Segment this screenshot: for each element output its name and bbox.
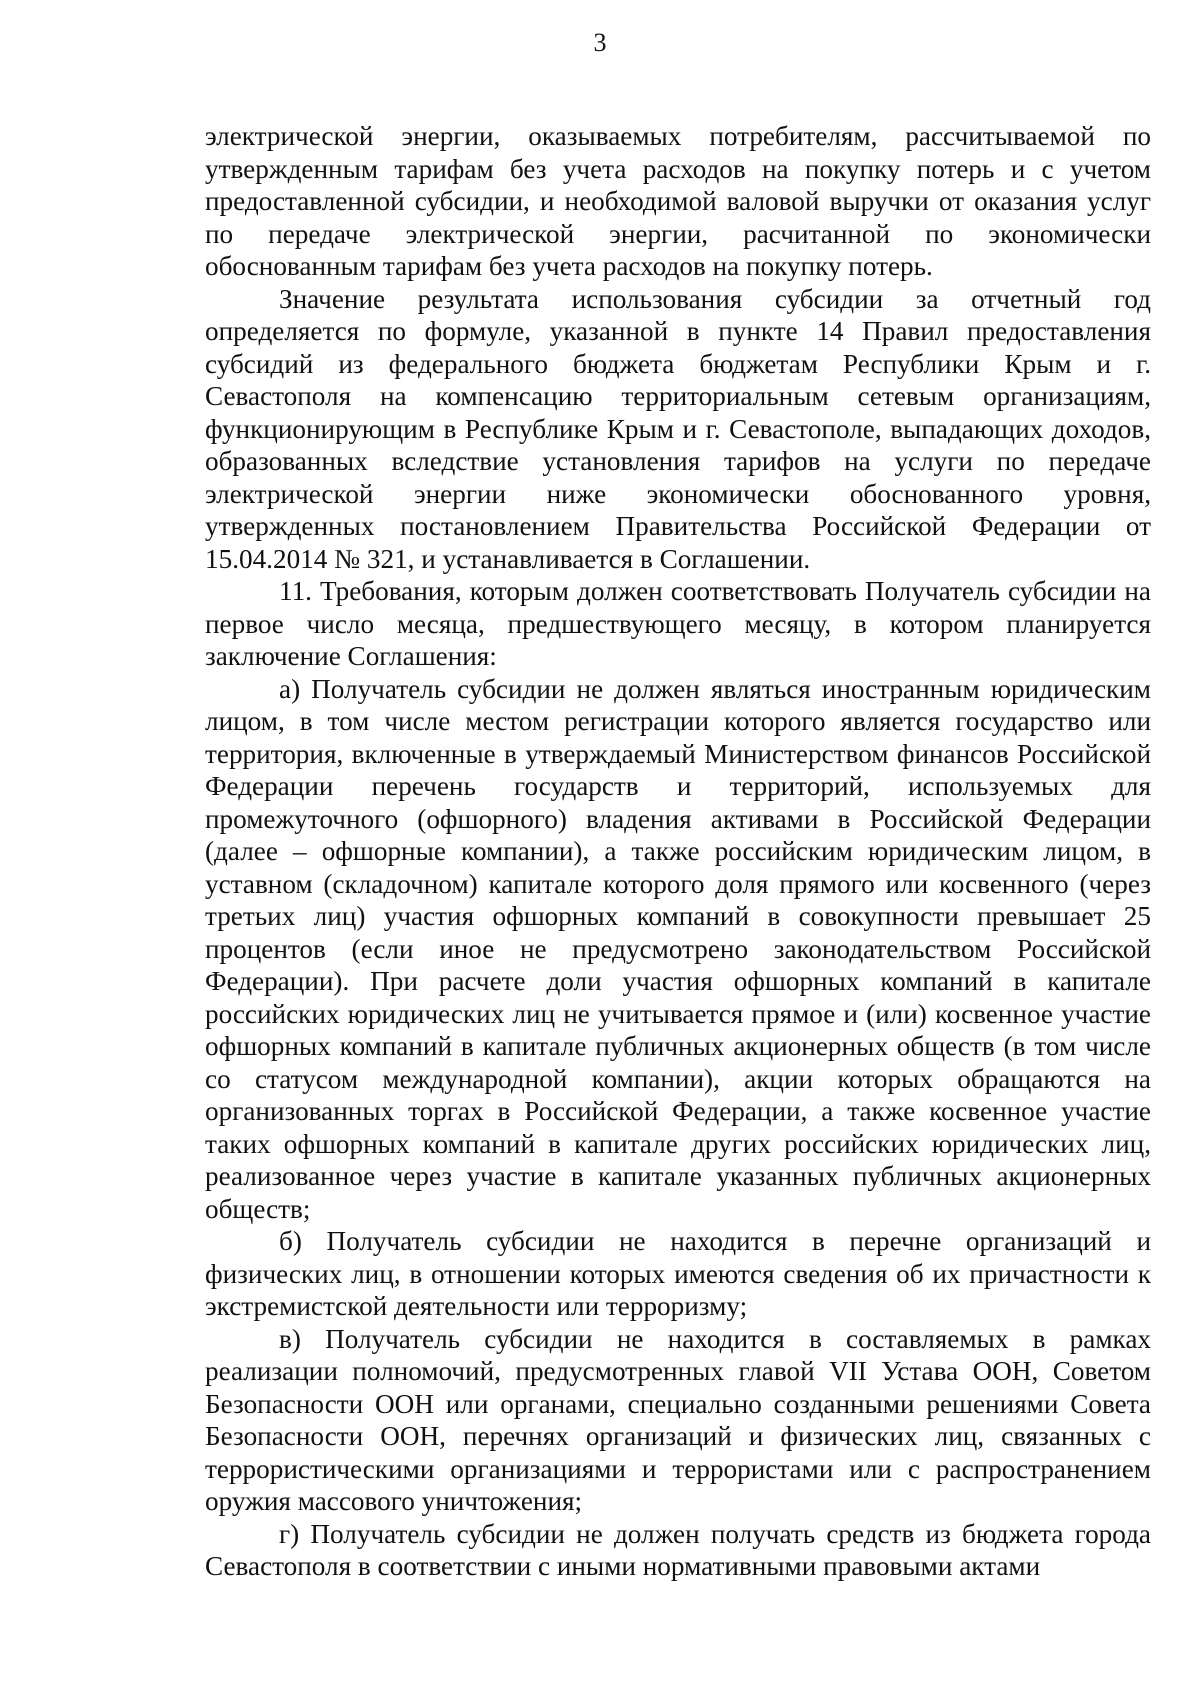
- paragraph-subitem-v: в) Получатель субсидии не находится в составляемых в рамках реализации полномочий, предусмотренных главой VII Устава ООН, Советом Безопасности ООН или органами, специально созданными решениями Совета Безопасности ООН, перечнях организаций и физических лиц, связанных с террористическими организациями и террористами или с распространением оружия массового уничтожения;: [205, 1323, 1151, 1516]
- paragraph-continuation: электрической энергии, оказываемых потребителям, рассчитываемой по утвержденным тарифам без учета расходов на покупку потерь и с учетом предоставленной субсидии, и необходимой валовой выручки от оказания услуг по передаче электрической энергии, расчитанной по экономически обоснованным тарифам без учета расходов на покупку потерь.: [205, 121, 1151, 281]
- paragraph-item-11: 11. Требования, которым должен соответствовать Получатель субсидии на первое число месяца, предшествующего месяцу, в котором планируется заключение Соглашения:: [205, 576, 1151, 671]
- page-number: 3: [593, 28, 607, 57]
- document-body: [205, 120, 1151, 1583]
- paragraph-result-value: Значение результата использования субсидии за отчетный год определяется по формуле, указанной в пункте 14 Правил предоставления субсидий из федерального бюджета бюджетам Республики Крым и г. Севастополя на компенсацию территориальным сетевым организациям, функционирующим в Республике Крым и г. Севастополе, выпадающих доходов, образованных вследствие установления тарифов на услуги по передаче электрической энергии ниже экономически обоснованного уровня, утвержденных постановлением Правительства Российской Федерации от 15.04.2014 № 321, и устанавливается в Соглашении.: [205, 283, 1151, 574]
- paragraph-subitem-g: г) Получатель субсидии не должен получать средств из бюджета города Севастополя в соответствии с иными нормативными правовыми актами: [205, 1518, 1151, 1581]
- paragraph-subitem-b: б) Получатель субсидии не находится в перечне организаций и физических лиц, в отношении которых имеются сведения об их причастности к экстремистской деятельности или терроризму;: [205, 1226, 1151, 1321]
- paragraph-subitem-a: а) Получатель субсидии не должен являться иностранным юридическим лицом, в том числе местом регистрации которого является государство или территория, включенные в утверждаемый Министерством финансов Российской Федерации перечень государств и территорий, используемых для промежуточного (офшорного) владения активами в Российской Федерации (далее – офшорные компании), а также российским юридическим лицом, в уставном (складочном) капитале которого доля прямого или косвенного (через третьих лиц) участия офшорных компаний в совокупности превышает 25 процентов (если иное не предусмотрено законодательством Российской Федерации). При расчете доли участия офшорных компаний в капитале российских юридических лиц не учитывается прямое и (или) косвенное участие офшорных компаний в капитале публичных акционерных обществ (в том числе со статусом международной компании), акции которых обращаются на организованных торгах в Российской Федерации, а также косвенное участие таких офшорных компаний в капитале других российских юридических лиц, реализованное через участие в капитале указанных публичных акционерных обществ;: [205, 673, 1151, 1224]
